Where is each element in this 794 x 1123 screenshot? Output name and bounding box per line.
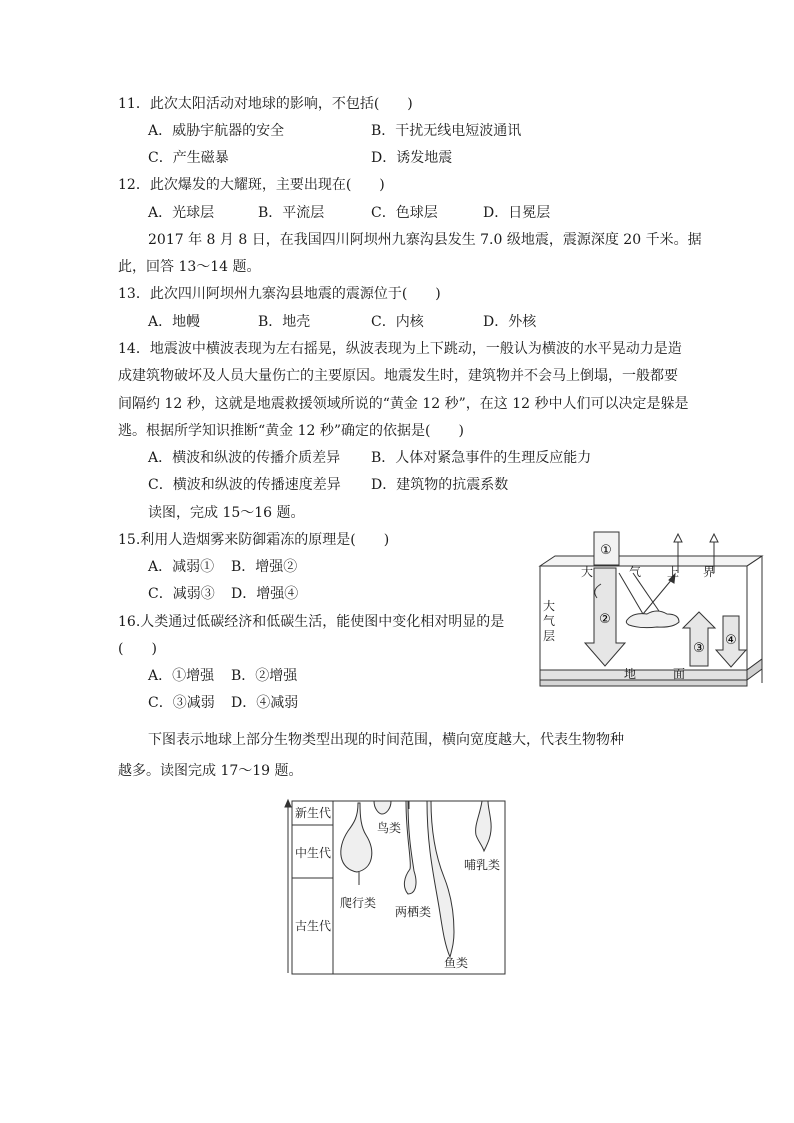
- q11-stem: 11．此次太阳活动对地球的影响，不包括( ): [118, 96, 413, 112]
- q13-option-a: A．地幔: [148, 314, 201, 330]
- label-fish: 鱼类: [444, 956, 469, 970]
- intro-17-line1: 下图表示地球上部分生物类型出现的时间范围，横向宽度越大，代表生物物种: [148, 732, 624, 748]
- q14-line3: 间隔约 12 秒，这就是地震救援领域所说的“黄金 12 秒”，在这 12 秒中人们可以决定是躲是: [118, 396, 689, 412]
- q12-option-a: A．光球层: [148, 205, 215, 221]
- q13-option-c: C．内核: [371, 314, 424, 330]
- label-reptiles: 爬行类: [340, 896, 377, 910]
- q11-option-a: A．威胁宇航器的安全: [148, 123, 285, 139]
- q16-stem: 16.人类通过低碳经济和低碳生活，能使图中变化相对明显的是: [118, 614, 505, 630]
- q13-option-b: B．地壳: [258, 314, 311, 330]
- top-label-1: 大: [581, 565, 594, 579]
- q12-option-b: B．平流层: [258, 205, 325, 221]
- q15-option-c: C．减弱③: [148, 586, 215, 602]
- intro-13-line1: 2017 年 8 月 8 日，在我国四川阿坝州九寨沟县发生 7.0 级地震，震源深度 20 千米。据: [148, 232, 702, 248]
- q14-line2: 成建筑物破坏及人员大量伤亡的主要原因。地震发生时，建筑物并不会马上倒塌，一般都要: [118, 368, 678, 384]
- q14-option-a: A．横波和纵波的传播介质差异: [148, 450, 341, 466]
- label-3: ③: [693, 641, 705, 656]
- top-label-4: 界: [703, 565, 716, 579]
- top-label-2: 气: [629, 565, 642, 579]
- q14-option-b: B．人体对紧急事件的生理反应能力: [371, 450, 592, 466]
- q13-option-d: D．外核: [483, 314, 537, 330]
- q11-option-c: C．产生磁暴: [148, 150, 229, 166]
- side-label-2: 气: [543, 614, 556, 628]
- label-4: ④: [725, 633, 737, 648]
- ground-label-1: 地: [624, 667, 637, 681]
- era-cenozoic: 新生代: [294, 806, 332, 820]
- intro-13-line2: 此，回答 13～14 题。: [118, 259, 261, 275]
- q16-option-d: D．④减弱: [231, 695, 299, 711]
- q15-option-d: D．增强④: [231, 586, 299, 602]
- q12-option-d: D．日冕层: [483, 205, 551, 221]
- label-2: ②: [599, 612, 611, 627]
- q11-option-b: B．干扰无线电短波通讯: [371, 123, 522, 139]
- side-label-3: 层: [543, 629, 556, 643]
- era-paleozoic: 古生代: [294, 919, 332, 933]
- q14-option-c: C．横波和纵波的传播速度差异: [148, 477, 341, 493]
- biological-evolution-chart: [284, 797, 508, 977]
- q12-stem: 12．此次爆发的大耀斑，主要出现在( ): [118, 177, 385, 193]
- q14-line4: 逃。根据所学知识推断“黄金 12 秒”确定的依据是( ): [118, 423, 464, 439]
- intro-17-line2: 越多。读图完成 17～19 题。: [118, 763, 303, 779]
- q16-option-b: B．②增强: [231, 668, 298, 684]
- q15-option-b: B．增强②: [231, 559, 298, 575]
- top-label-3: 上: [667, 565, 680, 579]
- q16-stem-bracket: ( ): [118, 641, 157, 657]
- q12-option-c: C．色球层: [371, 205, 438, 221]
- atmosphere-heat-diagram: [533, 528, 767, 696]
- q14-option-d: D．建筑物的抗震系数: [371, 477, 509, 493]
- ground-label-2: 面: [673, 667, 686, 681]
- era-mesozoic: 中生代: [294, 846, 332, 860]
- q15-stem: 15.利用人造烟雾来防御霜冻的原理是( ): [118, 532, 390, 548]
- q15-option-a: A．减弱①: [148, 559, 215, 575]
- cloud-icon: [626, 611, 679, 628]
- intro-15: 读图，完成 15～16 题。: [148, 505, 305, 521]
- q16-option-a: A．①增强: [148, 668, 215, 684]
- label-birds: 鸟类: [377, 821, 402, 835]
- label-1: ①: [600, 543, 612, 558]
- label-mammals: 哺乳类: [464, 858, 501, 872]
- time-axis: [285, 800, 291, 973]
- side-label-1: 大: [543, 599, 556, 613]
- arrow-3: [683, 612, 715, 666]
- label-amphibians: 两栖类: [395, 905, 432, 919]
- q14-line1: 14．地震波中横波表现为左右摇晃，纵波表现为上下跳动，一般认为横波的水平晃动力是造: [118, 341, 682, 357]
- q13-stem: 13．此次四川阿坝州九寨沟县地震的震源位于( ): [118, 286, 441, 302]
- q16-option-c: C．③减弱: [148, 695, 215, 711]
- q11-option-d: D．诱发地震: [371, 150, 453, 166]
